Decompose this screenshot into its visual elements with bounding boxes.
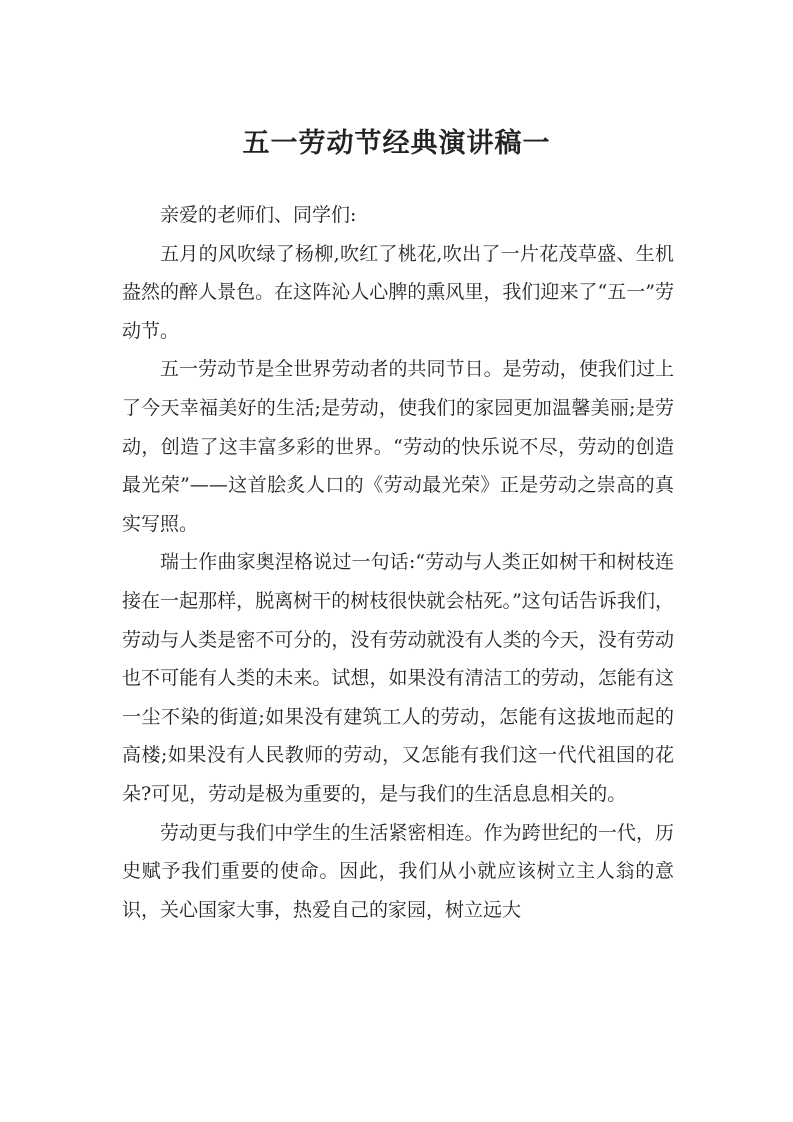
paragraph-intro: 五月的风吹绿了杨柳,吹红了桃花,吹出了一片花茂草盛、生机盎然的醉人景色。在这阵沁人心脾的熏风里，我们迎来了“五一”劳动节。 (122, 242, 674, 342)
document-body (122, 196, 674, 929)
document-title: 五一劳动节经典演讲稿一 (242, 128, 551, 159)
paragraph-labor-day: 五一劳动节是全世界劳动者的共同节日。是劳动，使我们过上了今天幸福美好的生活;是劳动，使我们的家园更加温馨美丽;是劳动，创造了这丰富多彩的世界。“劳动的快乐说不尽，劳动的创造最光荣”——这首脍炙人口的《劳动最光荣》正是劳动之崇高的真实写照。 (122, 358, 674, 535)
paragraph-greeting: 亲爱的老师们、同学们: (160, 204, 357, 226)
paragraph-quote: 瑞士作曲家奥涅格说过一句话:“劳动与人类正如树干和树枝连接在一起那样，脱离树干的树枝很快就会枯死。”这句话告诉我们，劳动与人类是密不可分的，没有劳动就没有人类的今天，没有劳动也不可能有人类的未来。试想，如果没有清洁工的劳动，怎能有这一尘不染的街道;如果没有建筑工人的劳动，怎能有这拔地而起的高楼;如果没有人民教师的劳动，又怎能有我们这一代代祖国的花朵?可见，劳动是极为重要的，是与我们的生活息息相关的。 (122, 551, 674, 805)
paragraph-students: 劳动更与我们中学生的生活紧密相连。作为跨世纪的一代，历史赋予我们重要的使命。因此，我们从小就应该树立主人翁的意识，关心国家大事，热爱自己的家园，树立远大 (122, 821, 674, 921)
